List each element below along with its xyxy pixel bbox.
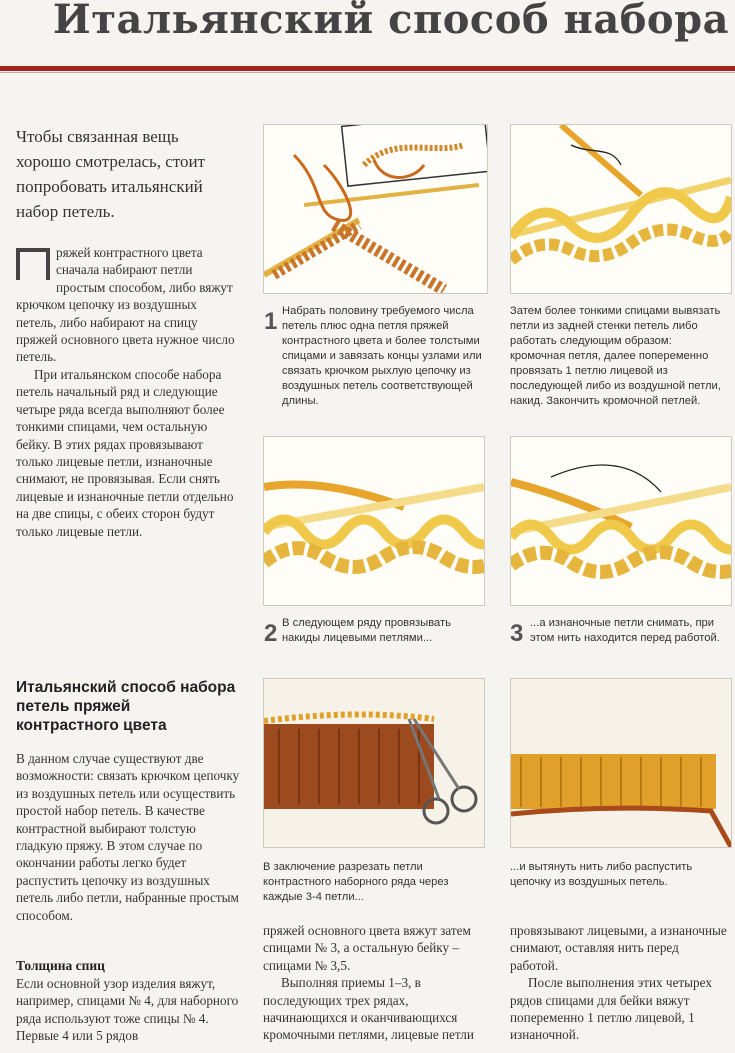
paragraph-needles: Если основной узор изделия вяжут, например, спицами № 4, для наборного ряда используют тоже спицы № 4. Первые 4 или 5 рядов [16,976,239,1044]
column3-text [510,922,730,1044]
caption-cut: В заключение разрезать петли контрастного наборного ряда через каждые 3-4 петли... [263,861,449,903]
column2-para1: пряжей основного цвета вяжут затем спицами № 3, а остальную бейку – спицами № 3,5. [263,923,471,973]
paragraph-italian: При итальянском способе набора петель начальный ряд и следующие четыре ряда всегда выполняют более тонкими спицами, чем остальную бейку. В этих рядах провязывают только лицевые петли, изнаночные снимают, не провязывая. Если снять лицевые и изнаночные петли отдельно на две спицы, с обеих сторон будут только лицевые петли. [16,367,234,539]
paragraph-contrast [16,244,240,366]
paragraph-contrast-text: ряжей контрастного цвета сначала набирают петли простым способом, либо вяжут крючком цепочку из воздушных петель, либо набирают на спицу пряжей основного цвета нужное число петель. [16,245,235,365]
subheading-contrast: Итальянский способ набора петель пряжей контрастного цвета [16,679,236,734]
column2-text [263,922,483,1044]
step-number-3: 3 [510,620,524,647]
step-number-2: 2 [264,620,278,647]
needle-heading: Толщина спиц [16,958,105,973]
paragraph-options: В данном случае существуют две возможности: связать крючком цепочку из воздушных петель или осуществить простой набор петель. В качестве контрастной выбирают толстую гладкую пряжу. В этом случае по окончании работы легко будет распустить цепочку из воздушных петель либо петли, набранные простым способом. [16,751,240,923]
column3-para1: провязывают лицевыми, а изнаночные снимают, оставляя нить перед работой. [510,923,727,973]
photo-cut [263,678,485,848]
title-rule-thin [0,72,735,73]
intro-text: Чтобы связанная вещь хорошо смотрелась, стоит попробовать итальянский набор петель. [16,127,206,221]
caption-step3: ...а изнаночные петли снимать, при этом нить находится перед работой. [530,617,720,644]
photo-pull [510,678,732,848]
caption-pull: ...и вытянуть нить либо распустить цепочку из воздушных петель. [510,861,693,888]
column3-para2: После выполнения этих четырех рядов спицами для бейки вяжут попеременно 1 петлю лицевой, 1 изнаночной. [510,975,712,1043]
photo-step1 [263,124,488,294]
photo-step1b [510,124,732,294]
photo-step2 [263,436,485,606]
photo-step3 [510,436,732,606]
dropcap-p [16,248,50,280]
page-title: Итальянский способ набора [52,0,729,43]
caption-step1: Набрать половину требуемого числа петель плюс одна петля пряжей контрастного цвета и более толстыми спицами и завязать концы узлами или связать крючком рыхлую цепочку из воздушных петель соответствующей длины. [282,305,482,407]
step-number-1: 1 [264,308,278,335]
caption-step2: В следующем ряду провязывать накиды лицевыми петлями... [282,617,451,644]
column2-para2: Выполняя приемы 1–3, в последующих трех рядах, начинающихся и оканчивающихся кромочными петлями, лицевые петли [263,975,474,1043]
caption-step1b: Затем более тонкими спицами вывязать петли из задней стенки петель либо работать следующим образом: кромочная петля, далее попеременно провязать 1 петлю лицевой из последующей либо из воздушной петли, накид. Закончить кромочной петлей. [510,305,721,407]
title-rule [0,66,735,71]
